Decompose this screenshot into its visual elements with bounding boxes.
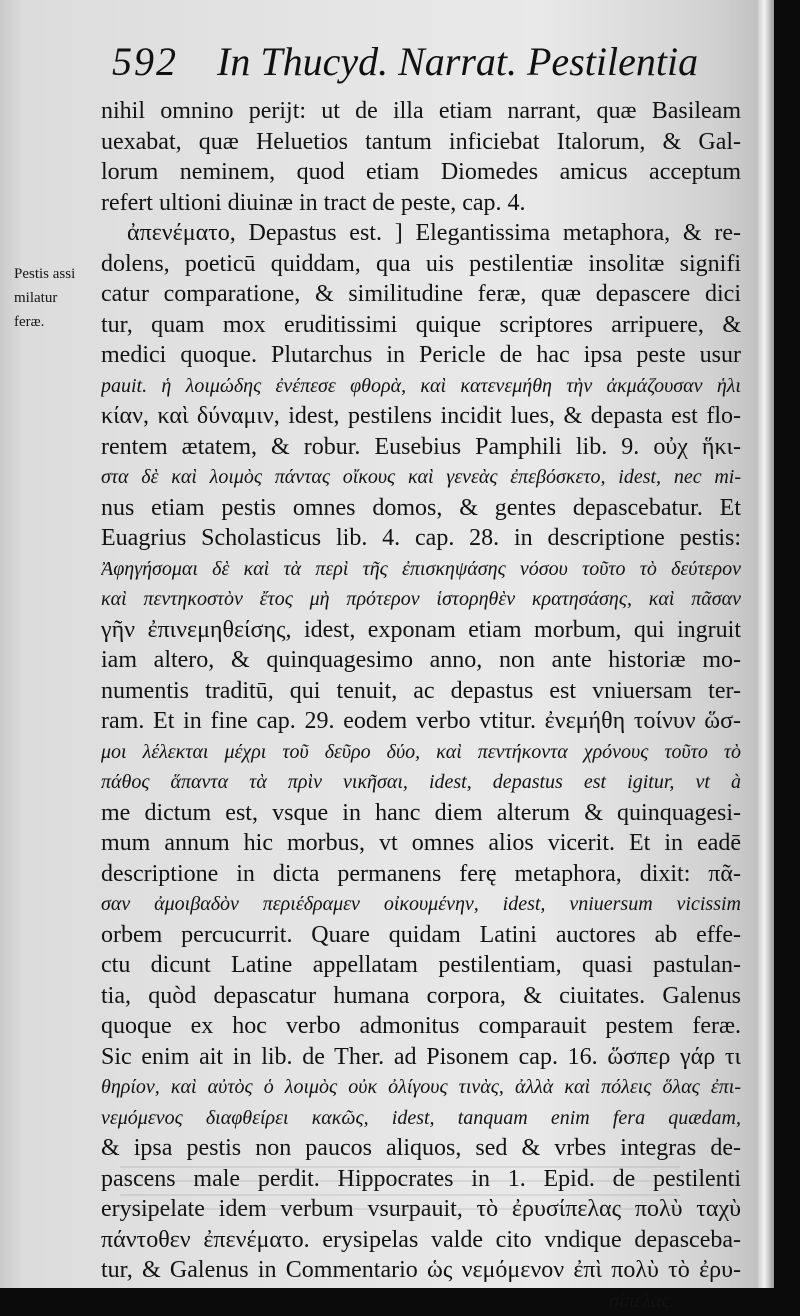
text-line: pascens male perdit. Hippocrates in 1. Epid. de pestilenti [101, 1164, 741, 1195]
text-line: ctu dicunt Latine appellatam pestilentiam, quasi pastulan- [101, 950, 741, 981]
page-header [112, 38, 752, 94]
text-line: medici quoque. Plutarchus in Pericle de hac ipsa peste usur [101, 340, 741, 371]
text-line: Euagrius Scholasticus lib. 4. cap. 28. in descriptione pestis: [101, 523, 741, 554]
text-line: nihil omnino perijt: ut de illa etiam narrant, quæ Basileam [101, 96, 741, 127]
text-line: descriptione in dicta permanens ferę metaphora, dixit: πᾶ- [101, 859, 741, 890]
text-line: καὶ πεντηκοστὸν ἔτος μὴ πρότερον ἱστορηθὲν κρατησάσης, καὶ πᾶσαν [101, 584, 741, 615]
running-head: In Thucyd. Narrat. Pestilentia [217, 38, 698, 86]
text-line: κίαν, καὶ δύναμιν, idest, pestilens incidit lues, & depasta est flo- [101, 401, 741, 432]
text-line: mum annum hic morbus, vt omnes alios vicerit. Et in eadē [101, 828, 741, 859]
text-line: γῆν ἐπινεμηθείσης, idest, exponam etiam morbum, qui ingruit [101, 615, 741, 646]
text-line: Sic enim ait in lib. de Ther. ad Pisonem cap. 16. ὥσπερ γάρ τι [101, 1042, 741, 1073]
text-line: νεμόμενος διαφθείρει κακῶς, idest, tanquam enim fera quædam, [101, 1103, 741, 1134]
text-line: catur comparatione, & similitudine feræ, quæ depascere dici [101, 279, 741, 310]
text-line: θηρίον, καὶ αὐτὸς ὁ λοιμὸς οὐκ ὀλίγους τινὰς, ἀλλὰ καὶ πόλεις ὅλας ἐπι- [101, 1072, 741, 1103]
text-line: quoque ex hoc verbo admonitus comparauit pestem feræ. [101, 1011, 741, 1042]
text-line: μοι λέλεκται μέχρι τοῦ δεῦρο δύο, καὶ πεντήκοντα χρόνους τοῦτο τὸ [101, 737, 741, 768]
page-number: 592 [112, 38, 178, 86]
text-line: ram. Et in fine cap. 29. eodem verbo vtitur. ἐνεμήθη τοίνυν ὥσ- [101, 706, 741, 737]
margin-note-line: Pestis assi [14, 262, 96, 286]
text-line: orbem percucurrit. Quare quidam Latini auctores ab effe- [101, 920, 741, 951]
text-line: lorum neminem, quod etiam Diomedes amicus acceptum [101, 157, 741, 188]
text-line: nus etiam pestis omnes domos, & gentes depascebatur. Et [101, 493, 741, 524]
margin-note-line: milatur [14, 286, 96, 310]
text-line: refert ultioni diuinæ in tract de peste, cap. 4. [101, 188, 741, 219]
show-through-texture [120, 1162, 680, 1222]
text-line: Ἀφηγήσομαι δὲ καὶ τὰ περὶ τῆς ἐπισκηψάσης νόσου τοῦτο τὸ δεύτερον [101, 554, 741, 585]
page-edge [758, 0, 774, 1288]
text-line: me dictum est, vsque in hanc diem alterum & quinquagesi- [101, 798, 741, 829]
text-line: tia, quòd depascatur humana corpora, & ciuitates. Galenus [101, 981, 741, 1012]
margin-note-line: feræ. [14, 310, 96, 334]
margin-note [14, 262, 96, 334]
text-line: πάθος ἅπαντα τὰ πρὶν νικῆσαι, idest, depastus est igitur, vt à [101, 767, 741, 798]
text-line: rentem ætatem, & robur. Eusebius Pamphili lib. 9. οὐχ ἥκι- [101, 432, 741, 463]
body-text [101, 96, 741, 1316]
text-line: iam altero, & quinquagesimo anno, non ante historiæ mo- [101, 645, 741, 676]
text-line: tur, & Galenus in Commentario ὡς νεμόμενον ἐπὶ πολὺ τὸ ἐρυ- [101, 1255, 741, 1286]
text-line: πάντοθεν ἐπενέματο. erysipelas valde cito vndique depasceba- [101, 1225, 741, 1256]
text-line: & ipsa pestis non paucos aliquos, sed & vrbes integras de- [101, 1133, 741, 1164]
text-line: σαν ἀμοιβαδὸν περιέδραμεν οἰκουμένην, idest, vniuersum vicissim [101, 889, 741, 920]
text-line: erysipelate idem verbum vsurpauit, τὸ ἐρυσίπελας πολὺ ταχὺ [101, 1194, 741, 1225]
text-line: σίπελας. [101, 1286, 741, 1316]
text-line: pauit. ἡ λοιμώδης ἐνέπεσε φθορὰ, καὶ κατενεμήθη τὴν ἀκμάζουσαν ἡλι [101, 371, 741, 402]
text-line: ἀπενέματο, Depastus est. ] Elegantissima metaphora, & re- [101, 218, 741, 249]
text-line: uexabat, quæ Heluetios tantum inficiebat Italorum, & Gal- [101, 127, 741, 158]
text-line: tur, quam mox eruditissimi quique scriptores arripuere, & [101, 310, 741, 341]
text-line: numentis traditū, qui tenuit, ac depastus est vniuersam ter- [101, 676, 741, 707]
text-line: dolens, poeticū quiddam, qua uis pestilentiæ insolitæ signifi [101, 249, 741, 280]
text-line: στα δὲ καὶ λοιμὸς πάντας οἴκους καὶ γενεὰς ἐπεβόσκετο, idest, nec mi- [101, 462, 741, 493]
